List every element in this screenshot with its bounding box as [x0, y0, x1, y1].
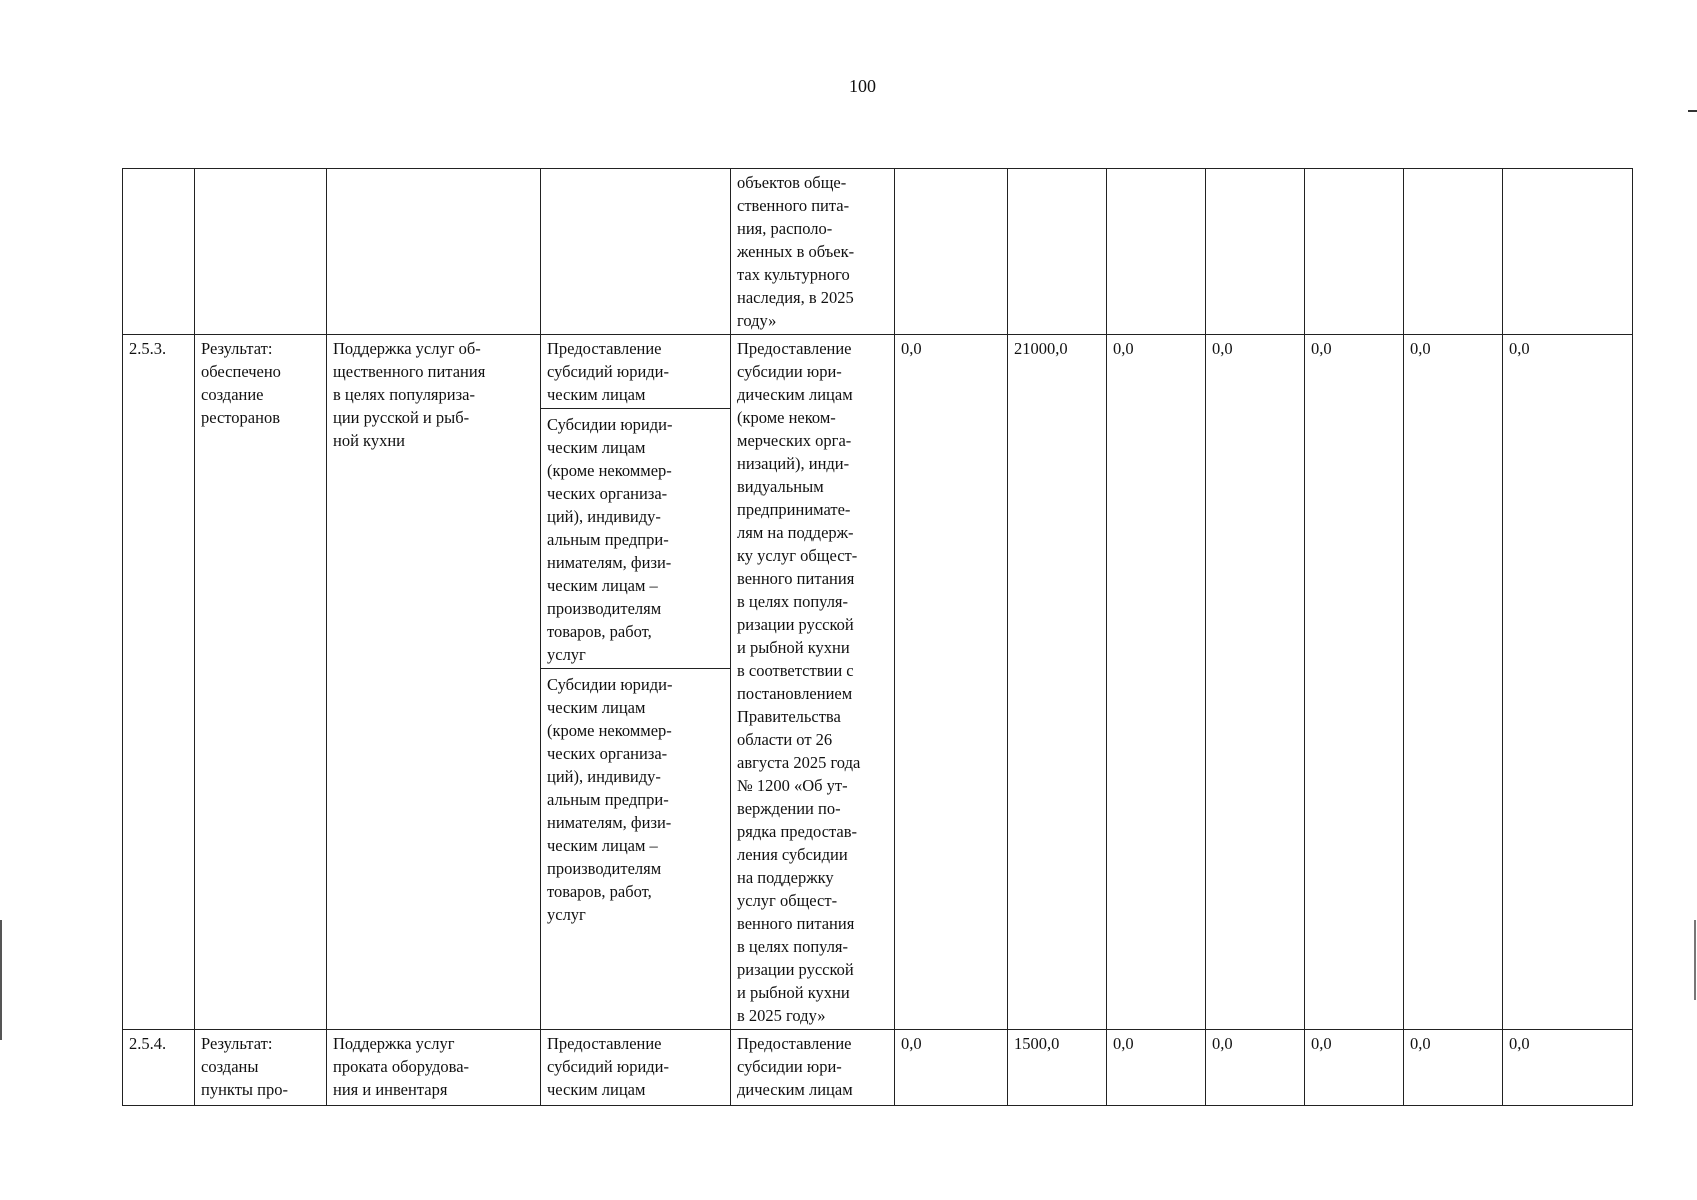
amount-cell — [1008, 169, 1107, 335]
row-number-cell-text: 2.5.4. — [129, 1034, 167, 1053]
support-cell-text: Поддержка услуг об- щественного питания в целях популяриза- ции русской и рыб- ной кухни — [333, 339, 486, 450]
result-cell-text: Результат: обеспечено создание ресторанов — [201, 339, 281, 427]
support-cell — [327, 1030, 541, 1106]
edge-mark-right-top — [1688, 110, 1697, 112]
funding-source-item: Субсидии юриди- ческим лицам (кроме некоммер- ческих организа- ций), индивиду- альным предпри- нимателям, физи- ческим лицам – производителям товаров, работ, услуг — [547, 675, 673, 924]
amount-cell-text: 0,0 — [1311, 339, 1332, 358]
amount-cell — [895, 335, 1008, 1030]
amount-cell — [1206, 1030, 1305, 1106]
edge-mark-left — [0, 920, 2, 1040]
amount-cell — [1107, 1030, 1206, 1106]
amount-cell-text: 0,0 — [1113, 339, 1134, 358]
amount-cell — [895, 169, 1008, 335]
amount-cell-text: 0,0 — [1212, 339, 1233, 358]
table-row — [123, 1030, 1633, 1106]
amount-cell-text: 0,0 — [901, 339, 922, 358]
result-cell-text: Результат: созданы пункты про- — [201, 1034, 288, 1099]
funding-source-item: Предоставление субсидий юриди- ческим лицам — [547, 1034, 669, 1099]
result-cell — [195, 335, 327, 1030]
amount-cell-text: 1500,0 — [1014, 1034, 1060, 1053]
description-cell-text: Предоставление субсидии юри- дическим лицам (кроме неком- мерческих орга- низаций), инди- видуальным предпринимате- лям на поддерж- ку услуг общест- венного питания в целях популя- ризации русской и рыбной кухни в соответствии с постановлением Правительства области от 26 августа 2025 года № 1200 «Об ут- верждении по- рядка предостав- ления субсидии на поддержку услуг общест- венного питания в целях популя- ризации русской и рыбной кухни в 2025 году» — [737, 339, 861, 1025]
result-cell — [195, 169, 327, 335]
amount-cell — [1107, 335, 1206, 1030]
amount-cell — [1107, 169, 1206, 335]
support-cell — [327, 335, 541, 1030]
amount-cell — [1305, 1030, 1404, 1106]
edge-mark-right — [1694, 920, 1696, 1000]
result-cell — [195, 1030, 327, 1106]
amount-cell — [1305, 169, 1404, 335]
amount-cell-text: 0,0 — [901, 1034, 922, 1053]
description-cell — [731, 335, 895, 1030]
amount-cell — [1206, 335, 1305, 1030]
description-cell-text: Предоставление субсидии юри- дическим лицам — [737, 1034, 853, 1099]
amount-cell — [1503, 1030, 1633, 1106]
description-cell — [731, 1030, 895, 1106]
support-cell — [327, 169, 541, 335]
amount-cell — [1206, 169, 1305, 335]
row-number-cell — [123, 335, 195, 1030]
funding-source-cell — [541, 169, 731, 335]
row-number-cell — [123, 1030, 195, 1106]
table-row — [123, 335, 1633, 1030]
funding-source-cell — [541, 1030, 731, 1106]
amount-cell — [1008, 1030, 1107, 1106]
amount-cell — [1404, 1030, 1503, 1106]
amount-cell — [1404, 169, 1503, 335]
amount-cell-text: 0,0 — [1113, 1034, 1134, 1053]
amount-cell — [1008, 335, 1107, 1030]
funding-source-cell — [541, 335, 731, 1030]
amount-cell-text: 0,0 — [1509, 339, 1530, 358]
table-row — [123, 169, 1633, 335]
amount-cell-text: 0,0 — [1410, 1034, 1431, 1053]
amount-cell — [1305, 335, 1404, 1030]
row-number-cell-text: 2.5.3. — [129, 339, 167, 358]
amount-cell-text: 21000,0 — [1014, 339, 1068, 358]
funding-source-item: Субсидии юриди- ческим лицам (кроме некоммер- ческих организа- ций), индивиду- альным предпри- нимателям, физи- ческим лицам – производителям товаров, работ, услуг — [541, 411, 730, 669]
amount-cell-text: 0,0 — [1509, 1034, 1530, 1053]
budget-table — [122, 168, 1633, 1106]
amount-cell — [895, 1030, 1008, 1106]
description-cell — [731, 169, 895, 335]
description-cell-text: объектов обще- ственного пита- ния, располо- женных в объек- тах культурного наследия, в 2025 году» — [737, 173, 855, 330]
support-cell-text: Поддержка услуг проката оборудова- ния и инвентаря — [333, 1034, 470, 1099]
funding-source-item — [541, 169, 730, 173]
amount-cell-text: 0,0 — [1410, 339, 1431, 358]
amount-cell — [1404, 335, 1503, 1030]
amount-cell — [1503, 335, 1633, 1030]
amount-cell-text: 0,0 — [1311, 1034, 1332, 1053]
amount-cell — [1503, 169, 1633, 335]
page-number: 100 — [849, 76, 876, 96]
row-number-cell — [123, 169, 195, 335]
amount-cell-text: 0,0 — [1212, 1034, 1233, 1053]
funding-source-item: Предоставление субсидий юриди- ческим лицам — [541, 335, 730, 409]
